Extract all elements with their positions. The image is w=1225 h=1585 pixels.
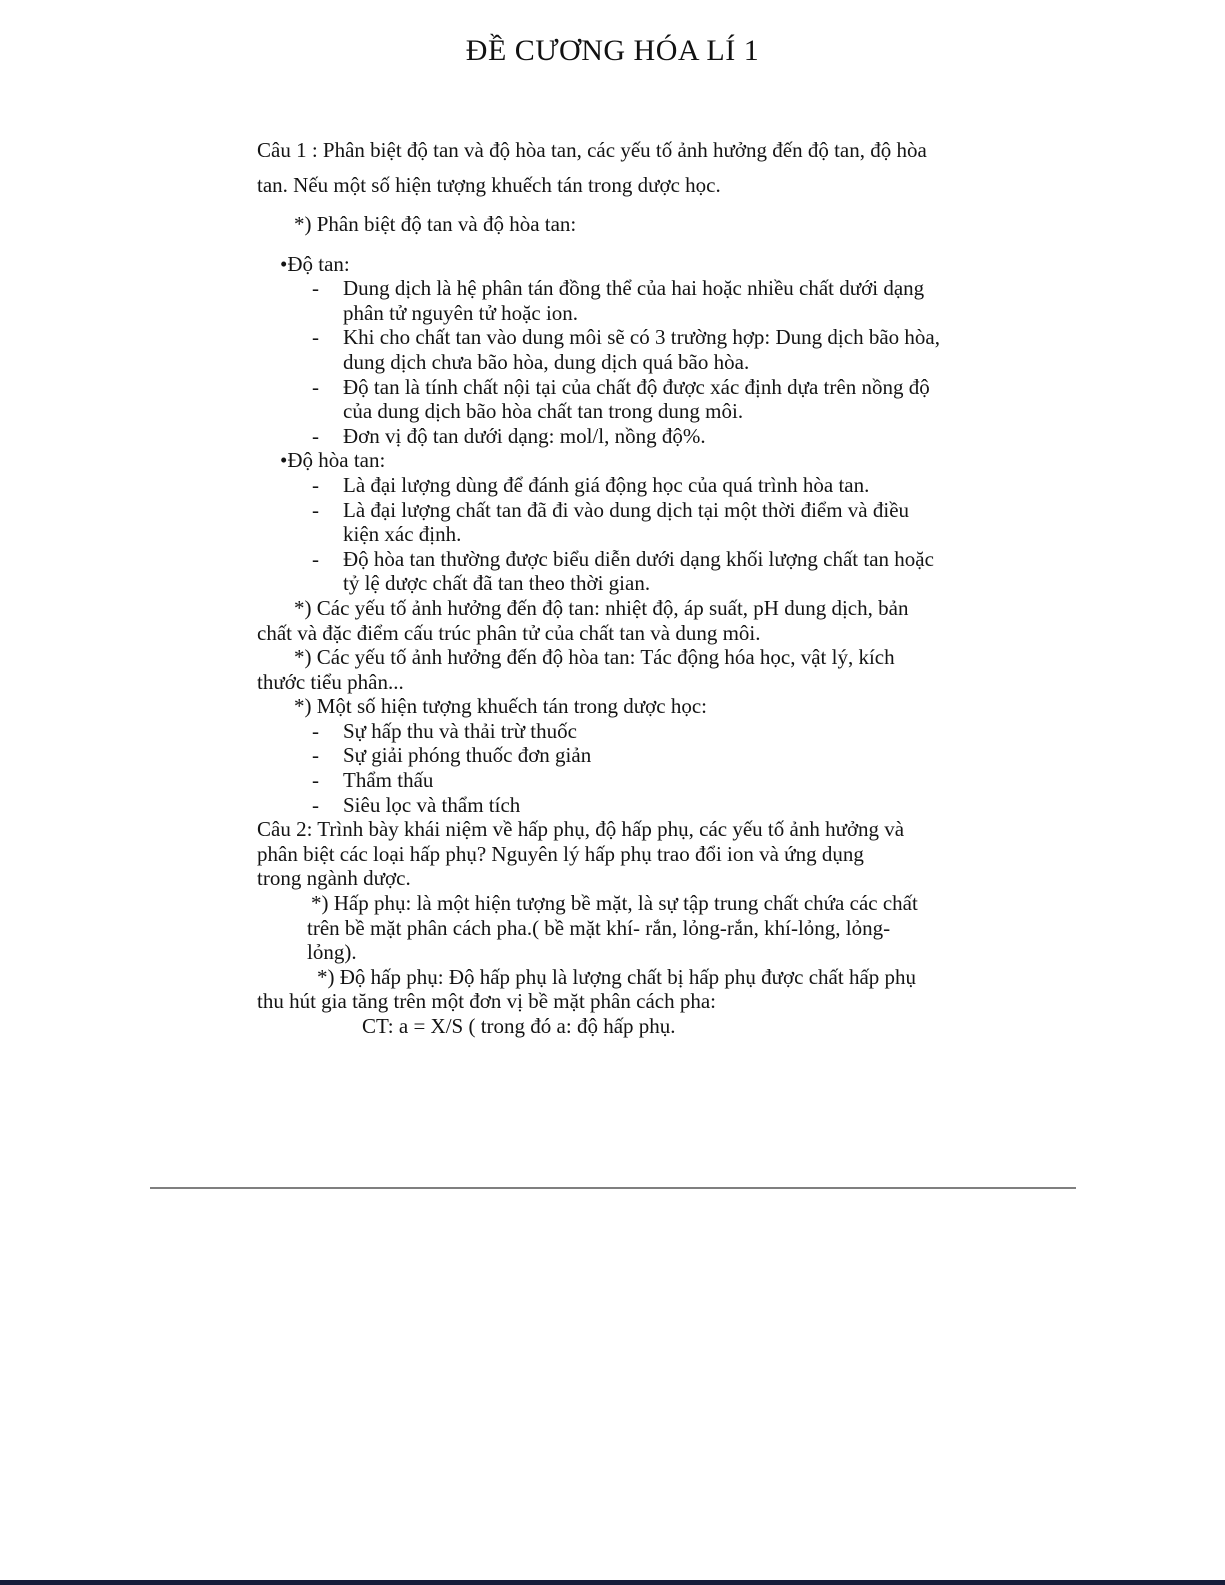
dash-list-marker: - (312, 374, 319, 399)
line-text: chất và đặc điểm cấu trúc phân tử của chất tan và dung môi. (257, 620, 761, 645)
text-line (257, 793, 977, 818)
block-dash (257, 473, 977, 498)
text-line (257, 670, 977, 695)
line-text: •Độ tan: (280, 251, 350, 276)
block-dash (257, 768, 977, 793)
block-dash (257, 325, 977, 374)
text-line (257, 645, 977, 670)
line-text: Siêu lọc và thẩm tích (343, 792, 521, 817)
line-text: tỷ lệ dược chất đã tan theo thời gian. (343, 571, 651, 596)
line-text: trên bề mặt phân cách pha.( bề mặt khí- rắn, lỏng-rắn, khí-lỏng, lỏng- (307, 915, 891, 940)
text-line (257, 133, 977, 168)
line-text: của dung dịch bão hòa chất tan trong dung môi. (343, 399, 744, 424)
text-line (257, 694, 977, 719)
block-star-hang (257, 694, 977, 719)
line-text: thước tiểu phân... (257, 669, 404, 694)
line-text: *) Hấp phụ: là một hiện tượng bề mặt, là sự tập trung chất chứa các chất (311, 891, 918, 916)
text-line (257, 212, 977, 237)
text-line (257, 866, 977, 891)
block-bullet (257, 448, 977, 473)
block-star-hang (257, 596, 977, 645)
block-dash (257, 424, 977, 449)
line-text: Là đại lượng chất tan đã đi vào dung dịch tại một thời điểm và điều (343, 497, 910, 522)
text-line (257, 276, 977, 301)
text-line (257, 621, 977, 646)
text-line (257, 252, 977, 277)
text-line (257, 325, 977, 350)
line-text: thu hút gia tăng trên một đơn vị bề mặt phân cách pha: (257, 989, 716, 1014)
line-text: Độ hòa tan thường được biểu diễn dưới dạng khối lượng chất tan hoặc (343, 546, 934, 571)
block-star-intro (257, 212, 977, 237)
line-text: kiện xác định. (343, 522, 462, 547)
text-line (257, 571, 977, 596)
block-dash (257, 276, 977, 325)
text-line (257, 817, 977, 842)
text-line (257, 547, 977, 572)
block-question (257, 133, 977, 203)
dash-list-marker: - (312, 497, 319, 522)
text-line (257, 168, 977, 203)
line-text: Khi cho chất tan vào dung môi sẽ có 3 trường hợp: Dung dịch bão hòa, (343, 325, 940, 350)
dash-list-marker: - (312, 768, 319, 793)
dash-list-marker: - (312, 423, 319, 448)
line-text: trong ngành dược. (257, 866, 411, 891)
line-text: Câu 1 : Phân biệt độ tan và độ hòa tan, các yếu tố ảnh hưởng đến độ tan, độ hòa (257, 138, 927, 162)
text-column (257, 133, 977, 1039)
line-text: *) Một số hiện tượng khuếch tán trong dược học: (294, 694, 707, 719)
text-line (257, 448, 977, 473)
block-dash (257, 793, 977, 818)
text-line (257, 301, 977, 326)
line-text: Câu 2: Trình bày khái niệm về hấp phụ, độ hấp phụ, các yếu tố ảnh hưởng và (257, 817, 905, 842)
line-text: *) Các yếu tố ảnh hưởng đến độ tan: nhiệt độ, áp suất, pH dung dịch, bản (294, 595, 909, 620)
text-line (257, 916, 977, 941)
dash-list-marker: - (312, 325, 319, 350)
block-dash (257, 743, 977, 768)
line-text: Sự giải phóng thuốc đơn giản (343, 743, 592, 768)
dash-list-marker: - (312, 472, 319, 497)
text-line (257, 375, 977, 400)
block-dash (257, 719, 977, 744)
text-line (257, 768, 977, 793)
page-title: ĐỀ CƯƠNG HÓA LÍ 1 (465, 34, 760, 67)
block-question2 (257, 817, 977, 891)
line-text: *) Các yếu tố ảnh hưởng đến độ hòa tan: Tác động hóa học, vật lý, kích (294, 645, 895, 670)
text-line (257, 522, 977, 547)
line-text: Đơn vị độ tan dưới dạng: mol/l, nồng độ%. (343, 423, 706, 448)
bottom-edge-bar (0, 1580, 1225, 1585)
text-line (257, 350, 977, 375)
dash-list-marker: - (312, 743, 319, 768)
text-line (257, 473, 977, 498)
line-text: phân biệt các loại hấp phụ? Nguyên lý hấp phụ trao đổi ion và ứng dụng (257, 841, 864, 866)
line-text: Là đại lượng dùng để đánh giá động học của quá trình hòa tan. (343, 472, 870, 497)
text-line (257, 498, 977, 523)
line-text: Dung dịch là hệ phân tán đồng thể của hai hoặc nhiều chất dưới dạng (343, 276, 925, 301)
text-line (257, 891, 977, 916)
line-text: *) Độ hấp phụ: Độ hấp phụ là lượng chất bị hấp phụ được chất hấp phụ (317, 964, 917, 989)
block-star-hang (257, 645, 977, 694)
horizontal-divider (150, 1187, 1076, 1189)
block-formula (257, 1014, 977, 1039)
text-line (257, 965, 977, 990)
block-star-block (257, 891, 977, 965)
dash-list-marker: - (312, 718, 319, 743)
line-text: *) Phân biệt độ tan và độ hòa tan: (294, 212, 577, 236)
text-line (257, 940, 977, 965)
text-line (257, 596, 977, 621)
line-text: Độ tan là tính chất nội tại của chất độ được xác định dựa trên nồng độ (343, 374, 930, 399)
text-line (257, 842, 977, 867)
line-text: dung dịch chưa bão hòa, dung dịch quá bão hòa. (343, 349, 750, 374)
line-text: lỏng). (307, 940, 357, 965)
block-dash (257, 498, 977, 547)
line-text: tan. Nếu một số hiện tượng khuếch tán trong dược học. (257, 173, 721, 197)
line-text: Sự hấp thu và thải trừ thuốc (343, 718, 577, 743)
block-dash (257, 547, 977, 596)
dash-list-marker: - (312, 276, 319, 301)
dash-list-marker: - (312, 546, 319, 571)
text-line (257, 1014, 977, 1039)
line-text: phân tử nguyên tử hoặc ion. (343, 300, 579, 325)
block-star-hang2 (257, 965, 977, 1014)
dash-list-marker: - (312, 792, 319, 817)
line-text: •Độ hòa tan: (280, 448, 386, 473)
text-line (257, 989, 977, 1014)
text-line (257, 424, 977, 449)
line-text: CT: a = X/S ( trong đó a: độ hấp phụ. (362, 1014, 676, 1038)
block-dash (257, 375, 977, 424)
text-line (257, 719, 977, 744)
text-line (257, 399, 977, 424)
block-bullet (257, 252, 977, 277)
line-text: Thẩm thấu (343, 768, 434, 793)
text-line (257, 743, 977, 768)
